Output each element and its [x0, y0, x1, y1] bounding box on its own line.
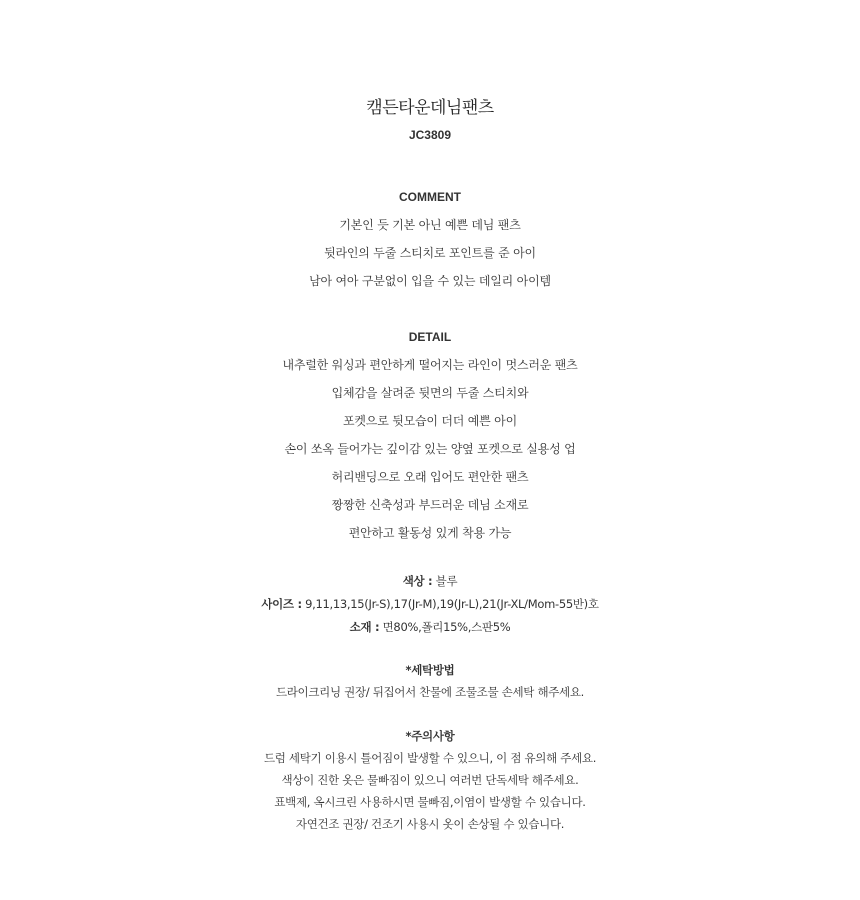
detail-heading: DETAIL — [408, 330, 452, 344]
caution-line: 표백제, 옥시크린 사용하시면 물빠짐,이염이 발생할 수 있습니다. — [274, 795, 586, 809]
spec-color — [0, 572, 860, 590]
detail-line: 포켓으로 뒷모습이 더더 예쁜 아이 — [343, 414, 517, 428]
washing-line: 드라이크리닝 권장/ 뒤집어서 찬물에 조물조물 손세탁 해주세요. — [275, 685, 585, 699]
washing-heading: *세탁방법 — [405, 663, 455, 677]
detail-line: 짱짱한 신축성과 부드러운 데님 소재로 — [331, 498, 529, 512]
product-code: JC3809 — [408, 128, 452, 142]
comment-line: 뒷라인의 두줄 스티치로 포인트를 준 아이 — [324, 246, 536, 260]
comment-line: 기본인 듯 기본 아닌 예쁜 데님 팬츠 — [339, 218, 521, 232]
spec-size-label: 사이즈 : — [261, 597, 302, 611]
product-name: 캠든타운데님팬츠 — [366, 98, 494, 118]
spec-material-label: 소재 : — [349, 620, 380, 634]
spec-material-value: 면80%,폴리15%,스판5% — [382, 620, 511, 634]
spec-color-value: 블루 — [435, 574, 458, 588]
spec-material — [0, 618, 860, 636]
caution-line: 드럼 세탁기 이용시 틀어짐이 발생할 수 있으니, 이 점 유의해 주세요. — [263, 751, 597, 765]
spec-size-value: 9,11,13,15(Jr-S),17(Jr-M),19(Jr-L),21(Jr-XL/Mom-55반)호 — [305, 597, 599, 611]
detail-line: 편안하고 활동성 있게 착용 가능 — [348, 526, 512, 540]
caution-line: 자연건조 권장/ 건조기 사용시 옷이 손상될 수 있습니다. — [295, 817, 565, 831]
spec-color-label: 색상 : — [402, 574, 433, 588]
detail-line: 입체감을 살려준 뒷면의 두줄 스티치와 — [331, 386, 529, 400]
detail-line: 손이 쏘옥 들어가는 깊이감 있는 양옆 포켓으로 실용성 업 — [284, 442, 576, 456]
caution-heading: *주의사항 — [405, 729, 455, 743]
caution-line: 색상이 진한 옷은 물빠짐이 있으니 여러번 단독세탁 해주세요. — [281, 773, 579, 787]
detail-line: 내추럴한 워싱과 편안하게 떨어지는 라인이 멋스러운 팬츠 — [282, 358, 578, 372]
comment-line: 남아 여아 구분없이 입을 수 있는 데일리 아이템 — [309, 274, 551, 288]
detail-line: 허리밴딩으로 오래 입어도 편안한 팬츠 — [331, 470, 529, 484]
comment-heading: COMMENT — [399, 190, 461, 204]
spec-size — [0, 595, 860, 613]
